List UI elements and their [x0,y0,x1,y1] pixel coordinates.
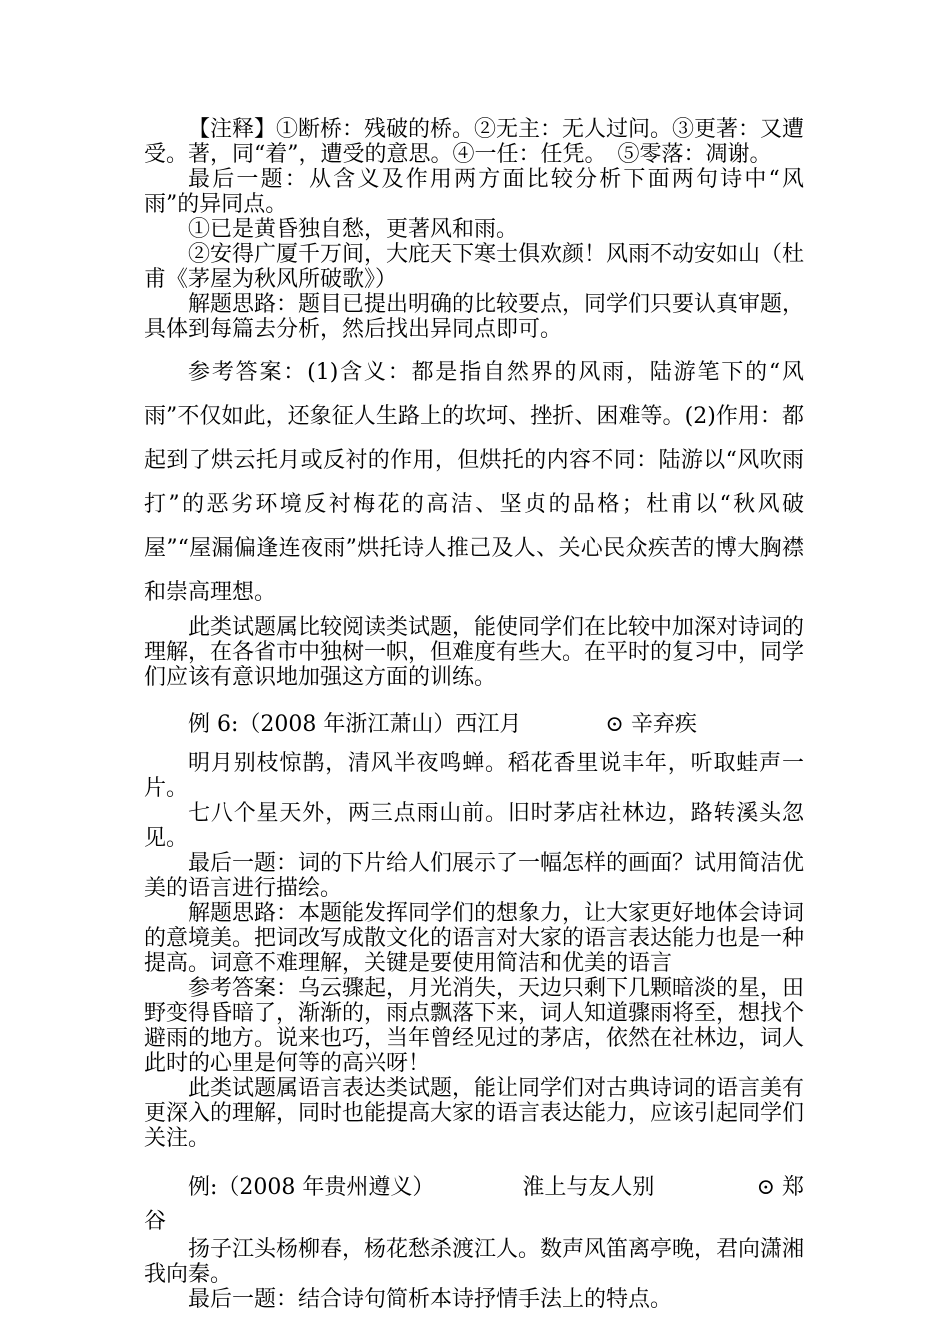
q1-answer: 参考答案：(1)含义：都是指自然界的风雨，陆游笔下的“风雨”不仅如此，还象征人生路上的坎坷、挫折、困难等。(2)作用：都起到了烘云托月或反衬的作用，但烘托的内容不同：陆游以“风吹雨打”的恶劣环境反衬梅花的高洁、坚贞的品格；杜甫以“秋风破屋”“屋漏偏逢连夜雨”烘托诗人推己及人、关心民众疾苦的博大胸襟和崇高理想。 [144,360,804,605]
example-7-author: ⊙ 郑 [756,1174,804,1200]
example-7-heading [144,1163,804,1207]
example-7-poem: 扬子江头杨柳春，杨花愁杀渡江人。数声风笛离亭晚，君向潇湘我向秦。 [144,1237,805,1287]
example-7-question: 最后一题：结合诗句简析本诗抒情手法上的特点。 [188,1287,673,1312]
example-6-question: 最后一题：词的下片给人们展示了一幅怎样的画面？试用简洁优美的语言进行描绘。 [144,851,805,901]
example-6-answer: 参考答案：乌云骤起，月光消失，天边只剩下几颗暗淡的星，田野变得昏暗了，渐渐的，雨点飘落下来，词人知道骤雨将至，想找个避雨的地方。说来也巧，当年曾经见过的茅店，依然在社林边，词人此时的心里是何等的高兴呀！ [144,976,805,1076]
example-6-comment: 此类试题属语言表达类试题，能让同学们对古典诗词的语言美有更深入的理解，同时也能提高大家的语言表达能力，应该引起同学们关注。 [144,1076,805,1151]
example-6-poem-2: 七八个星天外，两三点雨山前。旧时茅店社林边，路转溪头忽见。 [144,801,804,851]
q1-approach: 解题思路：题目已提出明确的比较要点，同学们只要认真审题，具体到每篇去分析，然后找出异同点即可。 [144,292,805,342]
example-6-approach: 解题思路：本题能发挥同学们的想象力，让大家更好地体会诗词的意境美。把词改写成散文化的语言对大家的语言表达能力也是一种提高。词意不难理解，关键是要使用简洁和优美的语言 [144,901,805,976]
example-7-author-continued: 谷 [144,1209,167,1234]
example-6-author: ⊙ 辛弃疾 [605,711,697,737]
q1-line-1: ①已是黄昏独自愁，更著风和雨。 [188,217,519,242]
example-6-heading [144,702,804,742]
example-6-title: 例 6:（2008 年浙江萧山）西江月 [188,711,522,737]
example-7-source: 例:（2008 年贵州遵义） [188,1174,435,1200]
q1-question: 最后一题：从含义及作用两方面比较分析下面两句诗中“风雨”的异同点。 [144,167,804,217]
q1-comment: 此类试题属比较阅读类试题，能使同学们在比较中加深对诗词的理解，在各省市中独树一帜，但难度有些大。在平时的复习中，同学们应该有意识地加强这方面的训练。 [144,615,805,690]
notes-paragraph: 【注释】①断桥：残破的桥。②无主：无人过问。③更著：又遭受。著，同“着”，遭受的意思。④一任：任凭。 ⑤零落：凋谢。 [144,117,805,167]
example-7-title: 淮上与友人别 [522,1174,655,1200]
q1-line-2: ②安得广厦千万间，大庇天下寒士俱欢颜！风雨不动安如山（杜甫《茅屋为秋风所破歌》） [144,242,805,292]
document-page [144,117,804,1312]
example-6-poem-1: 明月别枝惊鹊，清风半夜鸣蝉。稻花香里说丰年，听取蛙声一片。 [144,751,804,801]
